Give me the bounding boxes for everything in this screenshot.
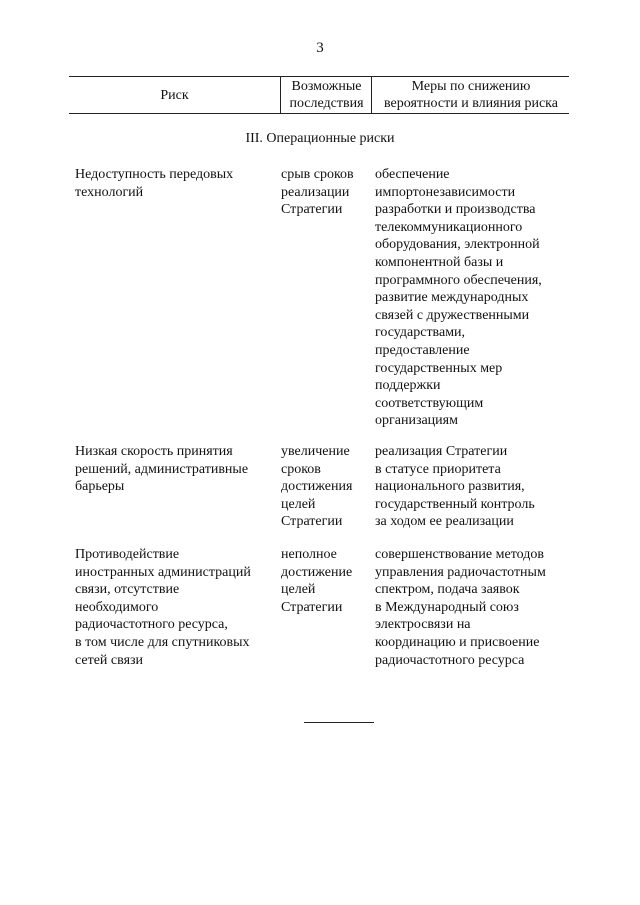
row-consequences: увеличение сроков достижения целей Стратегии <box>281 444 353 530</box>
row-consequences: срыв сроков реализации Стратегии <box>281 167 354 218</box>
header-measures: Меры по снижению вероятности и влияния риска <box>371 77 570 113</box>
row-risk: Противодействие иностранных администраций связи, отсутствие необходимого радиочастотного ресурса, в том числе для спутниковых сетей связи <box>75 547 251 668</box>
section-title: III. Операционные риски <box>245 131 395 146</box>
end-separator-line <box>304 722 374 723</box>
header-consequences: Возможные последствия <box>280 77 372 113</box>
row-measures: совершенствование методов управления радиочастотным спектром, подача заявок в Международный союз электросвязи на координацию и присвоение радиочастотного ресурса <box>375 547 546 668</box>
risk-table-header <box>69 76 569 114</box>
row-risk: Низкая скорость принятия решений, административные барьеры <box>75 444 249 495</box>
row-measures: обеспечение импортонезависимости разработки и производства телекоммуникационного оборудования, электронной компонентной базы и программного обеспечения, развитие международных связей с дружественными государствами, предоставление государственных мер поддержки соответствующим организациям <box>375 167 542 429</box>
header-risk: Риск <box>160 87 189 103</box>
row-measures: реализация Стратегии в статусе приоритета национального развития, государственный контроль за ходом ее реализации <box>375 444 535 530</box>
page-number: 3 <box>316 40 324 56</box>
row-consequences: неполное достижение целей Стратегии <box>281 547 353 615</box>
row-risk: Недоступность передовых технологий <box>75 167 234 200</box>
